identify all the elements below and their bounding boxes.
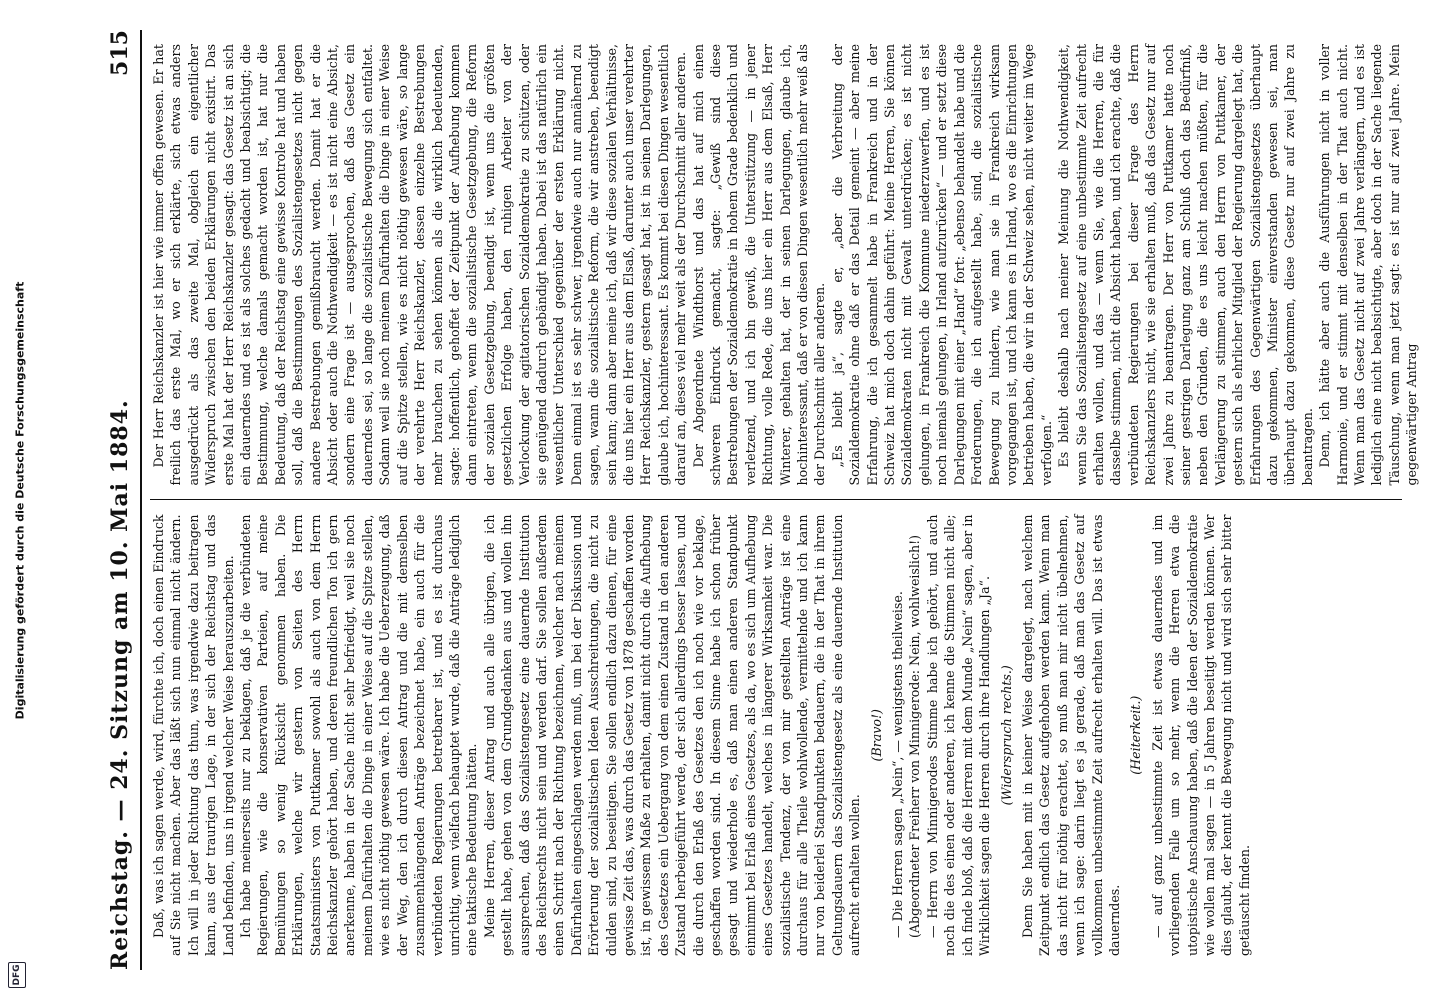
interjection: (Widerspruch rechts.) bbox=[998, 665, 1014, 806]
dfg-logo: DFG bbox=[8, 962, 26, 988]
paragraph: „Es bleibt ja“, sagte er, „aber die Verbreitung der Sozialdemokratie ohne daß er das Detail gemeint — aber meine Erfahrung, die ich gesammelt habe in Frankreich und in der Schweiz hat mich doch dahin geführt: Meine Herren, Sie können Sozialdemokraten nicht mit Gewalt unterdrücken; es ist nicht gelungen, in Frankreich die Kommune niederzuwerfen, und es ist noch niemals gelungen, in Irland aufzurücken“ — und er setzt diese Darlegungen mit einer „Hand“ fort: „ebenso behandelt habe und die Forderungen, die ich aufgestellt habe, sind, die sozialistische Bewegung zu hindern, wie man sie in Frankreich wirksam vorgegangen ist, und ich kann es in Irland, wo es die Einrichtungen betrieben haben, die wir in der Schweiz sehen, nicht weiter im Wege verfolgen.“ bbox=[829, 44, 1054, 486]
scanned-page bbox=[70, 0, 1432, 1000]
paragraph: Denn Sie haben mit in keiner Weise dargelegt, nach welchem Zeitpunkt endlich das Gesetz aufgehoben werden kann. Wenn man das nicht für nöthig erachtet, so muß man mir nicht übelnehmen, wenn ich sage: darin liegt es ja gerade, daß man das Gesetz auf vollkommen unbestimmte Zeit aufrecht erhalten will. Das ist etwas dauerndes. bbox=[1019, 514, 1122, 956]
paragraph: Daß, was ich sagen werde, wird, fürchte ich, doch einen Eindruck auf Sie nicht machen. Aber das läßt sich nun einmal nicht ändern. Ich will in jeder Richtung das thun, was irgendwie dazu beitragen kann, aus der traurigen Lage, in der sich der Reichstag und das Land befinden, uns in irgend welcher Weise herauszuarbeiten. bbox=[151, 514, 236, 956]
left-column bbox=[150, 500, 1402, 971]
paragraph: — Die Herren sagen „Nein“, — wenigstens theilweise. bbox=[890, 591, 906, 938]
paragraph: Es bleibt deshalb nach meiner Meinung die Nothwendigkeit, wenn Sie das Sozialistengesetz auf eine unbestimmte Zeit aufrecht erhalten wollen, und das — wenn Sie, wie die Herren, die für dasselbe stimmen, nicht die Absicht haben, und ich erachte, daß die verbündeten Regierungen bei dieser Frage des Herrn Reichskanzlers nicht, wie sie erhalten muß, daß das Gesetz nur auf zwei Jahre zu beantragen. Der Herr von Puttkamer hatte noch seiner gestrigen Darlegung ganz am Schluß doch das Bedürfniß, neben den Gründen, die es uns leicht machen müßten, für die Verlängerung zu stimmen, auch den Herrn von Puttkamer, der gestern sich als ehrlicher Mitglied der Regierung dargelegt hat, die Erfahrungen des Gegenwärtigen Sozialistengesetzes überhaupt dazu gekommen, Minister einverstanden gewesen sei, man überhaupt dazu gekommen, diese Gesetz nur auf zwei Jahre zu beantragen. bbox=[1056, 44, 1315, 486]
digitization-note bbox=[0, 0, 40, 1000]
interjection: (Heiterkeit.) bbox=[1128, 695, 1144, 775]
page-header bbox=[100, 30, 142, 970]
paragraph: Meine Herren, dieser Antrag und auch alle übrigen, die ich gestellt habe, gehen von dem Grundgedanken aus und wollen ihn aussprechen, daß das Sozialistengesetz eine dauernde Institution des Reichsrechts nicht sein und werden darf. Sie sollen außerdem einen Schritt nach der Richtung bezeichnen, welcher nach meinem Dafürhalten eingeschlagen werden muß, um bei der Diskussion und Erörterung der sozialistischen Ideen Ausschreitungen, die nicht zu dulden sind, zu beseitigen. Sie sollen endlich dazu dienen, für eine gewisse Zeit das, was durch das Gesetz von 1878 geschaffen worden ist, in gewissem Maße zu erhalten, damit nicht durch die Aufhebung des Gesetzes ein Uebergang von dem einen Zustand in den anderen Zustand herbeigeführt werde, der sich allerdings besser lassen, und die durch den Erlaß des Gesetzes den ich noch wie vor beklage, geschaffen worden sind. In diesem Sinne habe ich schon früher gesagt und wiederhole es, daß man einen anderen Standpunkt einnimmt bei Erlaß eines Gesetzes, als da, wo es sich um Aufhebung eines Gesetzes handelt, welches in längerer Wirksamkeit war. Die sozialistische Tendenz, der von mir gestellten Anträge ist eine durchaus für alle Theile wohlwollende, vermittelnde und ich kann nur von beiderlei Standpunkten bedauern, die in der That in ihrem Geltungsdauern das Sozialistengesetz als eine dauernde Institution aufrecht erhalten wollen. bbox=[481, 514, 863, 956]
page-title: Reichstag. — 24. Sitzung am 10. Mai 1884. bbox=[107, 399, 133, 970]
paragraph: Denn, ich hätte aber auch die Ausführungen nicht in voller Harmonie, und er stimmt mit denselben in der That auch nicht. Wenn man das Gesetz nicht auf zwei Jahre verlängern, und es ist lediglich eine nicht beabsichtigte, aber doch in der Sache liegende Täuschung, wenn man jetzt sagt: es ist nur auf zwei Jahre. Mein gegenwärtiger Antrag bbox=[1317, 44, 1420, 486]
paragraph: Ich habe meinerseits nur zu beklagen, daß je die verbündeten Regierungen, wie die konservativen Parteien, auf meine Bemühungen so wenig Rücksicht genommen haben. Die Erklärungen, welche wir gestern von Seiten des Herrn Staatsministers von Puttkamer sowohl als auch von dem Herrn Reichskanzler gehört haben, und deren freundlichen Ton ich gern anerkenne, haben in der Sache nicht sehr befriedigt, weil sie noch meinem Dafürhalten die Dinge in einer Weise auf die Spitze stellen, wie es nicht nöthig gewesen wäre. Ich habe die Ueberzeugung, daß der Weg, den ich durch diesen Antrag und die mit demselben zusammenhängenden Anträge bezeichnet habe, ein auch für die verbündeten Regierungen betretbarer ist, und es ist durchaus unrichtig, wenn vielfach behauptet wurde, daß die Anträge lediglich eine taktische Bedeutung hätten. bbox=[238, 514, 480, 956]
digitization-note-text: Digitalisierung gefördert durch die Deutsche Forschungsgemeinschaft bbox=[13, 281, 27, 719]
paragraph: — auf ganz unbestimmte Zeit ist etwas dauerndes und im vorliegenden Falle um so mehr, wenn die Herren etwa die utopistische Anschauung haben, daß die Ideen der Sozialdemokratie wie wollen mal sagen — in 5 Jahren beseitigt werden können. Wer dies glaubt, der kennt die Bewegung nicht und wird sich sehr bitter getäuscht finden. bbox=[1149, 514, 1252, 956]
paragraph: Der Herr Reichskanzler ist hier wie immer offen gewesen. Er hat freilich das erste Mal, wo er sich erklärte, sich etwas anders ausgedrückt als das zweite Mal, obgleich ein eigentlicher Widerspruch zwischen den beiden Erklärungen nicht existirt. Das erste Mal hat der Herr Reichskanzler gesagt: das Gesetz ist an sich ein dauerndes und es ist als solches gedacht und beabsichtigt; die Bestimmung, welche damals gemacht worden ist, hat nur die Bedeutung, daß der Reichstag eine gewisse Kontrole hat und haben soll, daß die Bestimmungen des Sozialistengesetzes nicht gegen andere Bestrebungen gemißbraucht werden. Damit hat er die Absicht oder auch die Nothwendigkeit — es ist nicht eine Absicht, sondern eine Frage ist — ausgesprochen, daß das Gesetz ein dauerndes sei, so lange die sozialistische Bewegung sich entfaltet. Sodann weil sie noch meinem Dafürhalten die Dinge in einer Weise auf die Spitze stellen, wie es nicht nöthig gewesen wäre, so lange der verehrte Herr Reichskanzler, dessen einzelne Bestrebungen mehr brauchen zu sehen können als die wirklich bedeutenden, sagte: hoffentlich, gehoffet der Zeitpunkt der Aufhebung kommen dann eintreten, wenn die sozialistische Gesetzgebung, die Reform der sozialen Gesetzgebung, beendigt ist, wenn uns die größten gesetzlichen Erfolge haben, den ruhigen Arbeiter von der Verlockung der agitatorischen Sozialdemokratie zu schützen, oder sie genügend dadurch gebändigt haben. Dabei ist das natürlich ein wesentlicher Unterschied gegenüber der ersten Erklärung nicht. Denn einmal ist es sehr schwer, irgendwie auch nur annähernd zu sagen, wann die sozialistische Reform, die wir anstreben, beendigt sein kann; dann aber meine ich, daß wir diese sozialen Verhältnisse, die uns hier ein Herr aus dem Elsaß, darunter auch unser verehrter Herr Reichskanzler, gestern gesagt hat, ist in seinen Darlegungen, glaube ich, hochinteressant. Es kommt bei diesen Dingen wesentlich darauf an, dieses viel mehr weit als der Durchschnitt aller anderen. bbox=[151, 44, 689, 486]
text-columns bbox=[150, 30, 1420, 970]
right-column bbox=[150, 30, 1420, 500]
paragraph: — Herrn von Minnigerodes Stimme habe ich gehört, und auch noch die des einen oder anderen, ich kenne die Stimmen nicht alle; ich finde bloß, daß die Herren mit dem Munde „Nein“ sagen, aber in Wirklichkeit sagen die Herren durch ihre Handlungen „Ja“. bbox=[924, 514, 993, 956]
interjection: (Bravo!) bbox=[868, 709, 884, 762]
paragraph: Der Abgeordnete Windthorst und das hat auf mich einen schweren Eindruck gemacht, sagte: „Gewiß sind diese Bestrebungen der Sozialdemokratie in hohem Grade bedenklich und verletzend, und ich bin gewiß, die Unterstützung — in jener Richtung, volle Rede, die uns hier ein Herr aus dem Elsaß, Herr Winterer, gehalten hat, der in seinen Darlegungen, glaube ich, hochinteressant, daß er von diesen Dingen wesentlich mehr weiß als der Durchschnitt aller anderen. bbox=[690, 44, 828, 486]
page-number: 515 bbox=[107, 30, 133, 76]
paragraph: (Abgeordneter Freiherr von Minnigerode: Nein, wohlweislich!) bbox=[907, 534, 923, 938]
